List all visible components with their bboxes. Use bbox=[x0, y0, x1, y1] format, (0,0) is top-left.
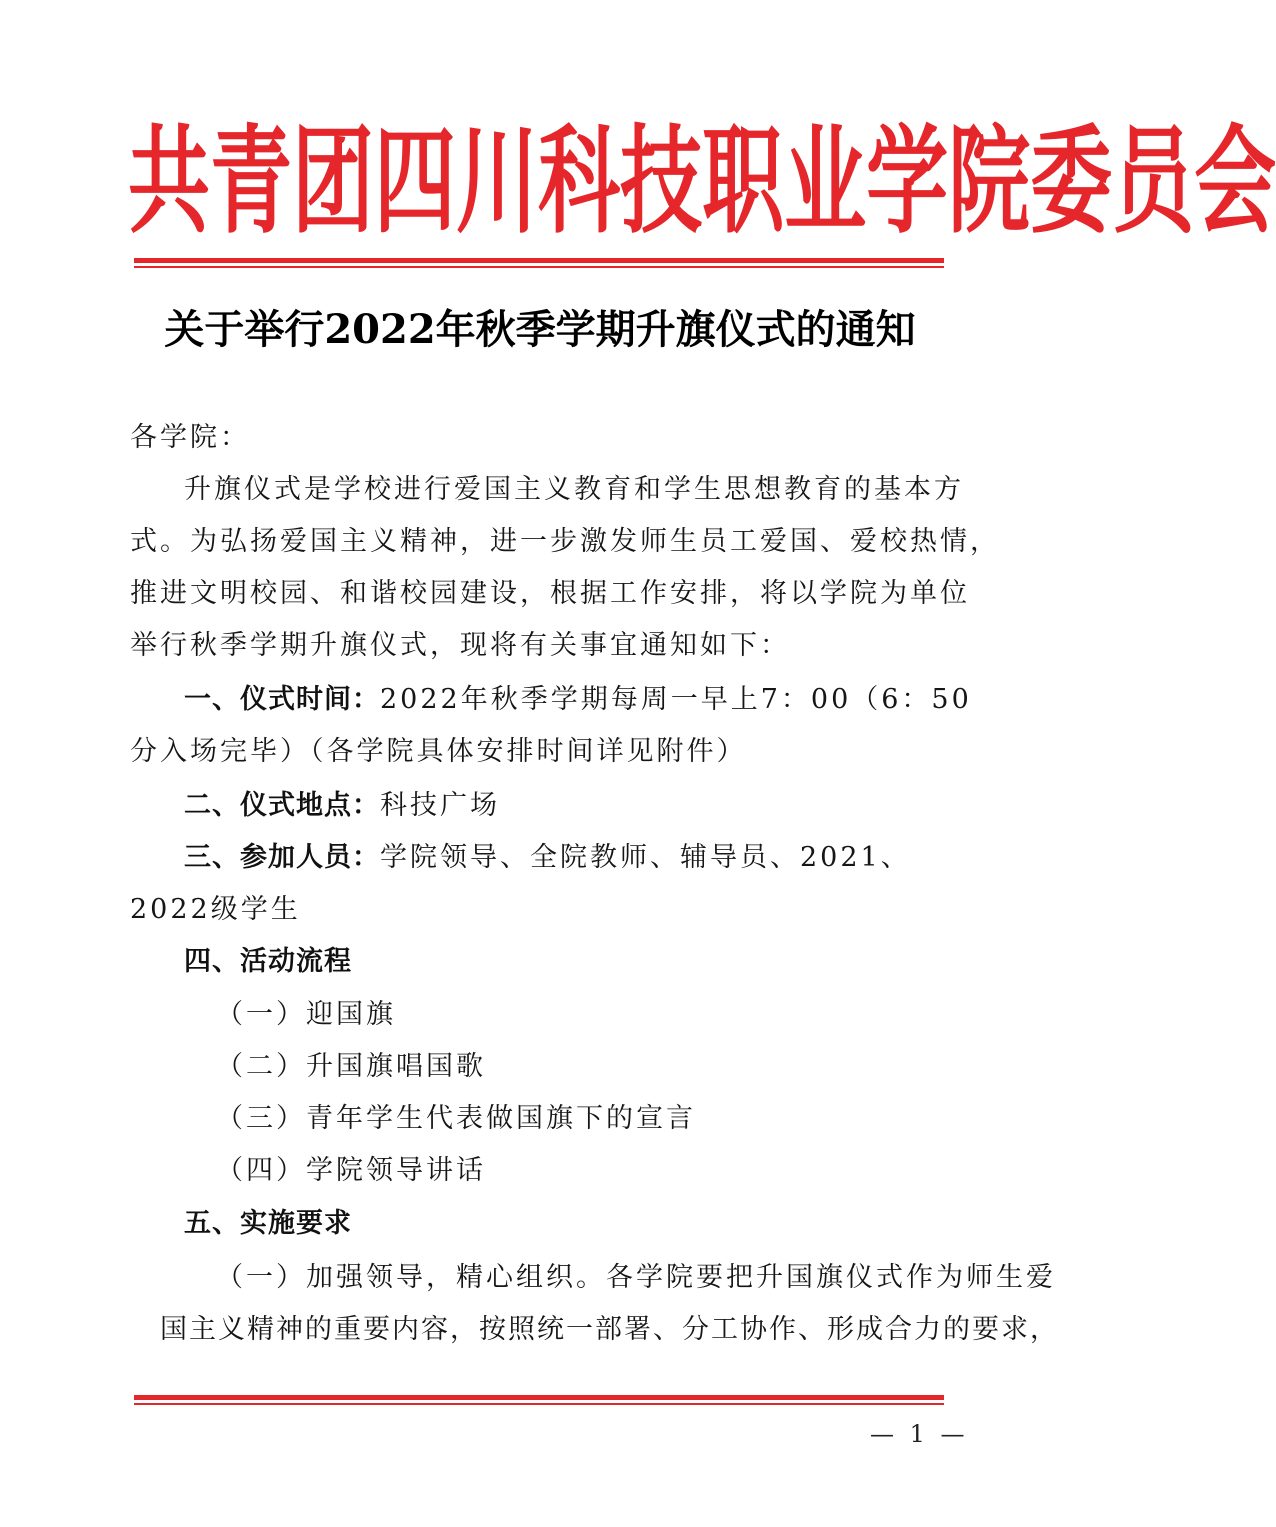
participants bbox=[184, 838, 911, 878]
masthead-char: 四 bbox=[374, 114, 457, 250]
intro-paragraph-line-1: 升旗仪式是学校进行爱国主义教育和学生思想教育的基本方 bbox=[184, 474, 964, 505]
process-heading: 四、活动流程 bbox=[184, 946, 352, 977]
intro-paragraph-line-4: 举行秋季学期升旗仪式，现将有关事宜通知如下： bbox=[130, 630, 790, 661]
footer-red-rule bbox=[134, 1395, 944, 1405]
masthead-char: 职 bbox=[702, 114, 785, 250]
requirements-heading: 五、实施要求 bbox=[184, 1208, 352, 1239]
requirement-1-line-1: （一）加强领导，精心组织。各学院要把升国旗仪式作为师生爱 bbox=[216, 1262, 1056, 1293]
masthead-char: 共 bbox=[128, 114, 211, 250]
masthead-char: 员 bbox=[1112, 114, 1195, 250]
process-item: （一）迎国旗 bbox=[216, 999, 396, 1030]
requirement-1-line-2: 国主义精神的重要内容，按照统一部署、分工协作、形成合力的要求， bbox=[160, 1314, 1059, 1345]
ceremony-time bbox=[184, 680, 972, 720]
ceremony-time-value: 2022年秋季学期每周一早上7：00（6：50 bbox=[380, 684, 972, 715]
process-item: （三）青年学生代表做国旗下的宣言 bbox=[216, 1103, 696, 1134]
participants-value: 学院领导、全院教师、辅导员、2021、 bbox=[380, 842, 911, 873]
participants-continued: 2022级学生 bbox=[130, 894, 301, 925]
participants-label: 三、参加人员： bbox=[184, 842, 380, 873]
masthead-char: 学 bbox=[866, 114, 949, 250]
intro-paragraph-line-3: 推进文明校园、和谐校园建设，根据工作安排，将以学院为单位 bbox=[130, 578, 970, 609]
masthead-char: 委 bbox=[1030, 114, 1113, 250]
ceremony-time-label: 一、仪式时间： bbox=[184, 684, 380, 715]
masthead-char: 青 bbox=[210, 114, 293, 250]
process-item: （二）升国旗唱国歌 bbox=[216, 1051, 486, 1082]
masthead-char: 科 bbox=[538, 114, 621, 250]
masthead-org-name bbox=[128, 114, 1276, 250]
salutation: 各学院： bbox=[130, 422, 250, 453]
header-red-rule bbox=[134, 258, 944, 268]
ceremony-place bbox=[184, 786, 500, 826]
ceremony-place-value: 科技广场 bbox=[380, 790, 500, 821]
masthead-char: 技 bbox=[620, 114, 703, 250]
process-item: （四）学院领导讲话 bbox=[216, 1155, 486, 1186]
masthead-char: 院 bbox=[948, 114, 1031, 250]
masthead-char: 团 bbox=[292, 114, 375, 250]
masthead-char: 会 bbox=[1194, 114, 1276, 250]
ceremony-place-label: 二、仪式地点： bbox=[184, 790, 380, 821]
document-title: 关于举行2022年秋季学期升旗仪式的通知 bbox=[164, 306, 916, 353]
intro-paragraph-line-2: 式。为弘扬爱国主义精神，进一步激发师生员工爱国、爱校热情， bbox=[130, 526, 1000, 557]
masthead-char: 业 bbox=[784, 114, 867, 250]
masthead-char: 川 bbox=[456, 114, 539, 250]
page-number: — 1 — bbox=[870, 1420, 969, 1448]
ceremony-time-continued: 分入场完毕）（各学院具体安排时间详见附件） bbox=[130, 736, 747, 767]
